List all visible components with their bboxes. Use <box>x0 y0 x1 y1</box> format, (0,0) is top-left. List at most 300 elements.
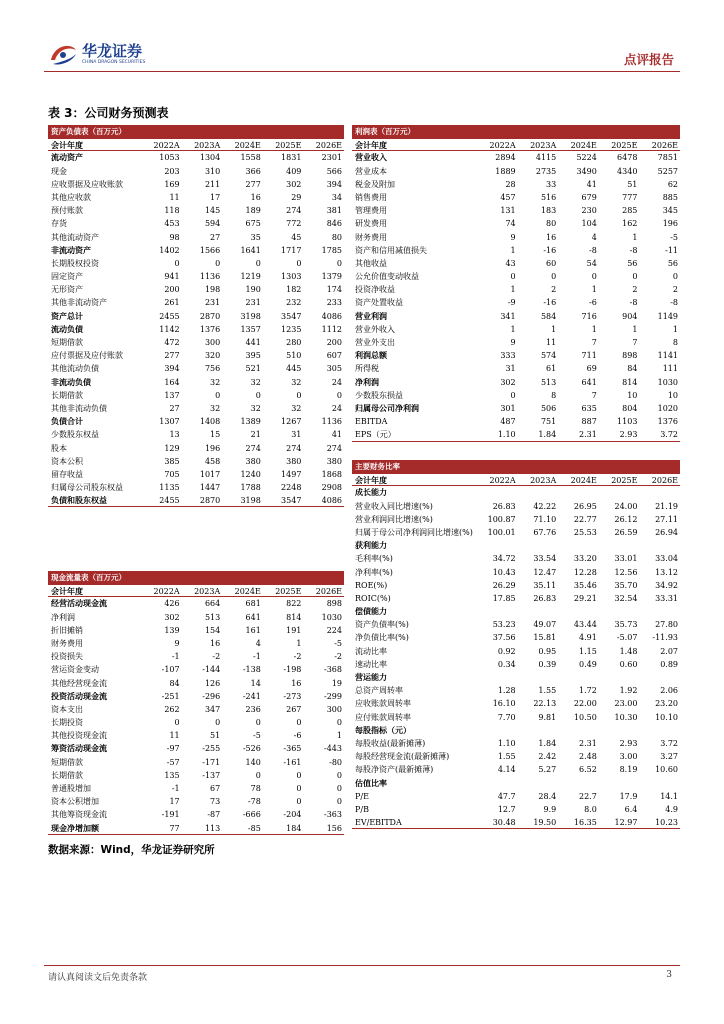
table-row <box>48 611 344 624</box>
row-value: 74 <box>505 219 516 229</box>
row-value: 280 <box>286 338 302 347</box>
row-label: 营业外支出 <box>355 338 395 347</box>
row-value: 29 <box>291 192 302 202</box>
row-value: -8 <box>670 298 678 308</box>
table-row <box>48 663 344 676</box>
row-value: 513 <box>540 377 557 387</box>
row-value: -255 <box>202 744 221 754</box>
row-label: 长期股权投资 <box>51 258 99 268</box>
row-value: 26.83 <box>533 593 557 603</box>
row-value: 9.9 <box>543 804 557 814</box>
row-label: 流动比率 <box>355 646 387 656</box>
header-year: 2025E <box>275 141 302 151</box>
row-value: 156 <box>326 823 342 833</box>
row-value: 77 <box>169 823 180 833</box>
row-value: -9 <box>507 298 516 308</box>
header-year: 2026E <box>651 141 678 151</box>
row-value: 395 <box>245 351 261 361</box>
row-value: 1020 <box>657 403 678 413</box>
row-value: 47.7 <box>497 791 516 801</box>
row-value: 9 <box>174 638 180 648</box>
row-label: 现金净增加额 <box>51 823 99 833</box>
row-value: 445 <box>286 364 302 374</box>
row-value: 1030 <box>657 377 678 387</box>
row-value: -526 <box>242 744 261 754</box>
row-value: 11 <box>546 338 557 347</box>
row-value: 1235 <box>281 324 302 334</box>
row-label: EBITDA <box>355 417 388 427</box>
section-title: 资产负债表（百万元） <box>48 125 344 138</box>
row-value: 2.93 <box>619 430 638 440</box>
row-value: -5 <box>334 638 342 648</box>
row-value: 1136 <box>321 417 342 427</box>
row-value: -2 <box>293 652 302 662</box>
row-value: 3.27 <box>660 752 678 762</box>
row-value: 380 <box>286 456 302 466</box>
row-value: 22.00 <box>573 699 597 709</box>
row-value: 80 <box>331 232 342 242</box>
row-value: 394 <box>164 364 180 374</box>
row-value: 35.70 <box>614 580 638 590</box>
header-year: 2026E <box>315 141 342 151</box>
row-label: 普通股增加 <box>51 784 91 793</box>
row-value: 16.10 <box>492 699 516 709</box>
row-value: 267 <box>286 704 302 714</box>
row-value: 41 <box>586 179 597 189</box>
row-value: 1.10 <box>497 738 516 748</box>
row-value: 0 <box>255 770 261 780</box>
source-note: 数据来源：Wind，华龙证券研究所 <box>48 844 215 856</box>
row-value: 1.55 <box>538 686 557 696</box>
table-row <box>352 191 680 204</box>
row-value: 1103 <box>617 417 638 427</box>
row-value: 16.35 <box>573 818 597 828</box>
row-value: -1 <box>171 784 180 793</box>
row-value: 0 <box>215 258 221 268</box>
row-value: -296 <box>202 691 221 701</box>
row-value: 84 <box>627 364 638 374</box>
row-value: -365 <box>283 744 302 754</box>
table-row <box>352 362 680 375</box>
row-value: 24 <box>331 403 342 413</box>
row-value: 1408 <box>199 417 221 427</box>
row-value: -666 <box>242 810 261 820</box>
header-year: 2024E <box>234 587 261 597</box>
row-label: 其他收益 <box>355 258 387 268</box>
row-value: 33.31 <box>655 593 678 603</box>
row-label: 归属母公司净利润 <box>355 403 419 413</box>
row-value: 145 <box>204 206 221 216</box>
row-value: 35.46 <box>573 580 597 590</box>
row-value <box>599 605 640 618</box>
row-value: 274 <box>286 443 302 453</box>
row-value: 7 <box>591 338 597 347</box>
row-value: 154 <box>204 625 221 635</box>
row-value: 310 <box>204 166 221 176</box>
row-value: 584 <box>540 311 557 321</box>
row-value: 1 <box>510 285 516 295</box>
row-value: 0.34 <box>497 659 516 669</box>
row-value: 0 <box>174 718 180 728</box>
table-row <box>48 494 344 507</box>
row-value: -2 <box>334 652 342 662</box>
table-row <box>48 204 344 217</box>
row-value: 1889 <box>495 166 516 176</box>
row-value: 26.94 <box>655 527 678 537</box>
table-row <box>352 631 680 644</box>
row-value: 521 <box>245 364 261 374</box>
row-value <box>477 777 518 790</box>
row-value: -171 <box>202 757 221 767</box>
row-value: -241 <box>242 691 261 701</box>
row-value: -2 <box>212 652 221 662</box>
row-value: 1717 <box>281 245 302 255</box>
row-value: 2.93 <box>619 738 638 748</box>
row-label: 净负债比率(%) <box>355 633 409 643</box>
row-value: 716 <box>581 311 597 321</box>
row-value: 7.70 <box>497 712 516 722</box>
row-value: 62 <box>667 179 678 189</box>
row-value: 14.1 <box>660 791 678 801</box>
row-value: 2 <box>632 285 638 295</box>
row-label: 资产处置收益 <box>355 298 403 308</box>
row-value: 1141 <box>657 351 678 361</box>
row-value <box>477 539 518 552</box>
row-value: 301 <box>500 403 516 413</box>
row-value: 17 <box>210 192 221 202</box>
row-value: 169 <box>164 179 180 189</box>
row-value: 0.89 <box>660 659 678 669</box>
table-row <box>352 816 680 829</box>
row-value <box>599 671 640 684</box>
table-row <box>48 729 344 742</box>
row-value: 196 <box>662 219 678 229</box>
row-label: 短期借款 <box>51 757 83 767</box>
row-value: 1.72 <box>579 686 597 696</box>
row-value: 104 <box>581 219 597 229</box>
row-value: 26.83 <box>492 501 516 511</box>
row-value: 3490 <box>576 166 597 176</box>
row-value: 513 <box>204 612 221 622</box>
row-label: 每股收益(最新摊薄) <box>355 738 426 748</box>
row-label: 少数股东权益 <box>51 430 99 440</box>
table-row <box>352 323 680 336</box>
row-value: 182 <box>286 285 302 295</box>
row-label: 估值比率 <box>355 778 387 788</box>
table-row <box>352 645 680 658</box>
row-value: 131 <box>500 206 516 216</box>
income-statement-table <box>352 125 680 442</box>
row-value: 232 <box>286 298 302 308</box>
row-value: 822 <box>286 599 302 609</box>
header-year: 2024E <box>570 476 597 486</box>
header-year: 2023A <box>194 141 221 151</box>
row-value: -5.07 <box>616 633 638 643</box>
row-value: 2870 <box>199 496 221 506</box>
company-logo <box>48 38 168 72</box>
row-value: 320 <box>204 351 221 361</box>
row-value: 1112 <box>321 324 342 334</box>
row-value: 0 <box>296 784 302 793</box>
table-row <box>48 716 344 729</box>
header-year: 2023A <box>530 476 557 486</box>
row-value <box>639 777 680 790</box>
row-value: 33.54 <box>533 554 557 564</box>
row-value: 0 <box>255 258 261 268</box>
row-value: 366 <box>245 166 261 176</box>
row-value: 34 <box>331 192 342 202</box>
table-row <box>48 217 344 230</box>
row-value <box>477 724 518 737</box>
table-row <box>352 349 680 362</box>
row-value: 11 <box>169 731 180 741</box>
row-label: 流动负债 <box>51 324 83 334</box>
row-value: 8 <box>672 338 678 347</box>
row-value: 23.00 <box>614 699 638 709</box>
row-value: 2735 <box>535 166 557 176</box>
table-row <box>48 376 344 389</box>
header-label: 会计年度 <box>51 587 83 597</box>
row-value: -6 <box>293 731 302 741</box>
row-value: 664 <box>204 599 221 609</box>
row-value: 1.55 <box>497 752 516 762</box>
row-value: 21 <box>250 430 261 440</box>
header-year: 2022A <box>489 476 516 486</box>
row-label: 营业收入同比增速(%) <box>355 501 433 511</box>
row-label: 资产总计 <box>51 311 83 321</box>
row-label: 财务费用 <box>355 232 387 242</box>
row-value: 0 <box>174 258 180 268</box>
page-number: 3 <box>666 970 672 980</box>
row-label: 销售费用 <box>355 192 387 202</box>
row-value: 28 <box>505 179 516 189</box>
row-value: -11 <box>665 245 678 255</box>
row-value: 22.7 <box>579 791 597 801</box>
row-value: 1 <box>632 232 638 242</box>
row-value: 516 <box>540 192 557 202</box>
table-row <box>352 402 680 415</box>
row-value: 8.0 <box>584 804 597 814</box>
row-value: 10.43 <box>492 567 516 577</box>
row-value: -80 <box>329 757 342 767</box>
header-divider <box>44 71 680 72</box>
row-value: 4086 <box>321 496 342 506</box>
row-value: -78 <box>247 797 261 807</box>
row-value: -1 <box>171 652 180 662</box>
header-year: 2022A <box>153 141 180 151</box>
row-value: 1303 <box>281 272 302 282</box>
row-value: 756 <box>204 364 221 374</box>
row-value: 1.15 <box>579 646 597 656</box>
row-value <box>518 671 559 684</box>
header-year: 2024E <box>234 141 261 151</box>
row-value: 3.72 <box>660 738 678 748</box>
row-value: 0 <box>255 390 261 400</box>
row-value: 0 <box>591 272 597 282</box>
header-label: 会计年度 <box>355 141 387 151</box>
cash-flow-table <box>48 571 344 835</box>
table-row <box>48 428 344 441</box>
row-label: P/B <box>355 804 369 814</box>
row-value: 2.31 <box>579 430 597 440</box>
section-title: 主要财务比率 <box>352 460 680 473</box>
row-value: 2870 <box>199 311 221 321</box>
row-value: 2.07 <box>660 646 678 656</box>
row-label: 其他筹资现金流 <box>51 810 107 820</box>
row-value: 1.28 <box>497 686 516 696</box>
row-value: 10.50 <box>573 712 597 722</box>
row-label: 无形资产 <box>51 285 83 295</box>
table-row <box>48 257 344 270</box>
row-value: 10 <box>667 390 678 400</box>
row-value: -11.93 <box>652 633 678 643</box>
header-label: 会计年度 <box>355 476 387 486</box>
row-value: 2.31 <box>579 738 597 748</box>
table-row <box>352 737 680 750</box>
row-value: 2.42 <box>538 752 557 762</box>
row-value: 31 <box>291 430 302 440</box>
row-value: 162 <box>622 219 638 229</box>
row-value: -1 <box>253 652 261 662</box>
table-row <box>352 539 680 552</box>
row-value: 274 <box>326 443 342 453</box>
table-row <box>48 637 344 650</box>
table-row <box>48 415 344 428</box>
row-label: 速动比率 <box>355 659 387 669</box>
row-value: -198 <box>283 665 302 675</box>
row-value: 341 <box>500 311 516 321</box>
row-value: -443 <box>324 744 342 754</box>
row-label: 营业外收入 <box>355 324 395 334</box>
row-value: 1149 <box>657 311 678 321</box>
row-value: 1.92 <box>619 686 638 696</box>
header-year: 2025E <box>611 476 638 486</box>
row-value: 15 <box>210 430 221 440</box>
row-value: 233 <box>326 298 342 308</box>
row-value: 274 <box>286 206 302 216</box>
row-value: 1566 <box>199 245 221 255</box>
row-value: 1 <box>672 324 678 334</box>
row-value: 12.97 <box>614 818 638 828</box>
row-value: 506 <box>540 403 557 413</box>
row-label: ROIC(%) <box>355 593 391 603</box>
row-value: 4.14 <box>497 765 516 775</box>
row-value: 10.60 <box>655 765 678 775</box>
section-title: 现金流量表（百万元） <box>48 571 344 584</box>
row-value: 11 <box>169 192 180 202</box>
row-value: 100.87 <box>487 514 516 524</box>
row-value: 0 <box>296 258 302 268</box>
row-value: 6.52 <box>579 765 597 775</box>
row-value: 35.73 <box>614 620 638 630</box>
header-year: 2022A <box>489 141 516 151</box>
row-value: 49.07 <box>533 620 557 630</box>
row-value: 224 <box>326 625 342 635</box>
row-value <box>518 605 559 618</box>
row-label: 税金及附加 <box>355 179 395 189</box>
table-row <box>352 389 680 402</box>
row-value: 73 <box>210 797 221 807</box>
row-value: 0 <box>336 797 342 807</box>
row-label: 存货 <box>51 219 67 229</box>
row-value: 43.44 <box>573 620 597 630</box>
row-value: 17.9 <box>619 791 638 801</box>
table-row <box>48 468 344 481</box>
row-value: 3547 <box>281 311 302 321</box>
table-title: 表 3：公司财务预测表 <box>48 106 169 120</box>
table-row <box>48 402 344 415</box>
row-value: 111 <box>662 364 678 374</box>
row-value <box>477 486 518 499</box>
row-value: 137 <box>164 390 180 400</box>
row-value <box>558 777 599 790</box>
row-label: 营运资金变动 <box>51 665 99 675</box>
row-value: 56 <box>627 258 638 268</box>
row-value: 5257 <box>657 166 678 176</box>
row-value: -251 <box>161 691 180 701</box>
row-value: 1 <box>551 324 557 334</box>
row-value: 26.59 <box>614 527 638 537</box>
row-label: 每股净资产(最新摊薄) <box>355 765 434 775</box>
row-value: 381 <box>326 206 342 216</box>
table-row <box>352 697 680 710</box>
row-value: 772 <box>286 219 302 229</box>
row-value: 1 <box>296 638 302 648</box>
table-row <box>352 605 680 618</box>
table-row <box>48 178 344 191</box>
row-value: 345 <box>662 206 678 216</box>
table-row <box>48 296 344 309</box>
row-value: 1 <box>510 324 516 334</box>
row-value: 98 <box>169 232 180 242</box>
row-value: 1307 <box>159 417 180 427</box>
header-year: 2026E <box>651 476 678 486</box>
table-row <box>352 310 680 323</box>
row-value <box>558 724 599 737</box>
table-row <box>352 428 680 441</box>
row-value: 1379 <box>321 272 342 282</box>
row-value <box>639 671 680 684</box>
row-value: 69 <box>586 364 597 374</box>
row-value: 29.21 <box>573 593 597 603</box>
row-value <box>639 605 680 618</box>
row-value: 9 <box>510 232 516 242</box>
row-value: 2301 <box>321 153 342 163</box>
row-value: -85 <box>247 823 261 833</box>
row-value: 2 <box>551 285 557 295</box>
table-row <box>352 415 680 428</box>
row-label: 总资产周转率 <box>355 686 403 696</box>
row-value: 7851 <box>657 153 678 163</box>
row-value: 183 <box>540 206 557 216</box>
row-value: -368 <box>324 665 342 675</box>
row-value: 35.11 <box>533 580 557 590</box>
row-value: 26.12 <box>614 514 638 524</box>
row-value <box>518 539 559 552</box>
row-value: 33.04 <box>655 554 678 564</box>
row-value: 305 <box>326 364 342 374</box>
row-value: 333 <box>500 351 516 361</box>
row-value: 1030 <box>321 612 342 622</box>
table-row <box>352 513 680 526</box>
row-value: 904 <box>622 311 638 321</box>
table-row <box>352 750 680 763</box>
row-value: 27.80 <box>655 620 678 630</box>
row-value: 80 <box>546 219 557 229</box>
row-value <box>639 539 680 552</box>
table-row <box>352 231 680 244</box>
row-value: 16 <box>210 638 221 648</box>
